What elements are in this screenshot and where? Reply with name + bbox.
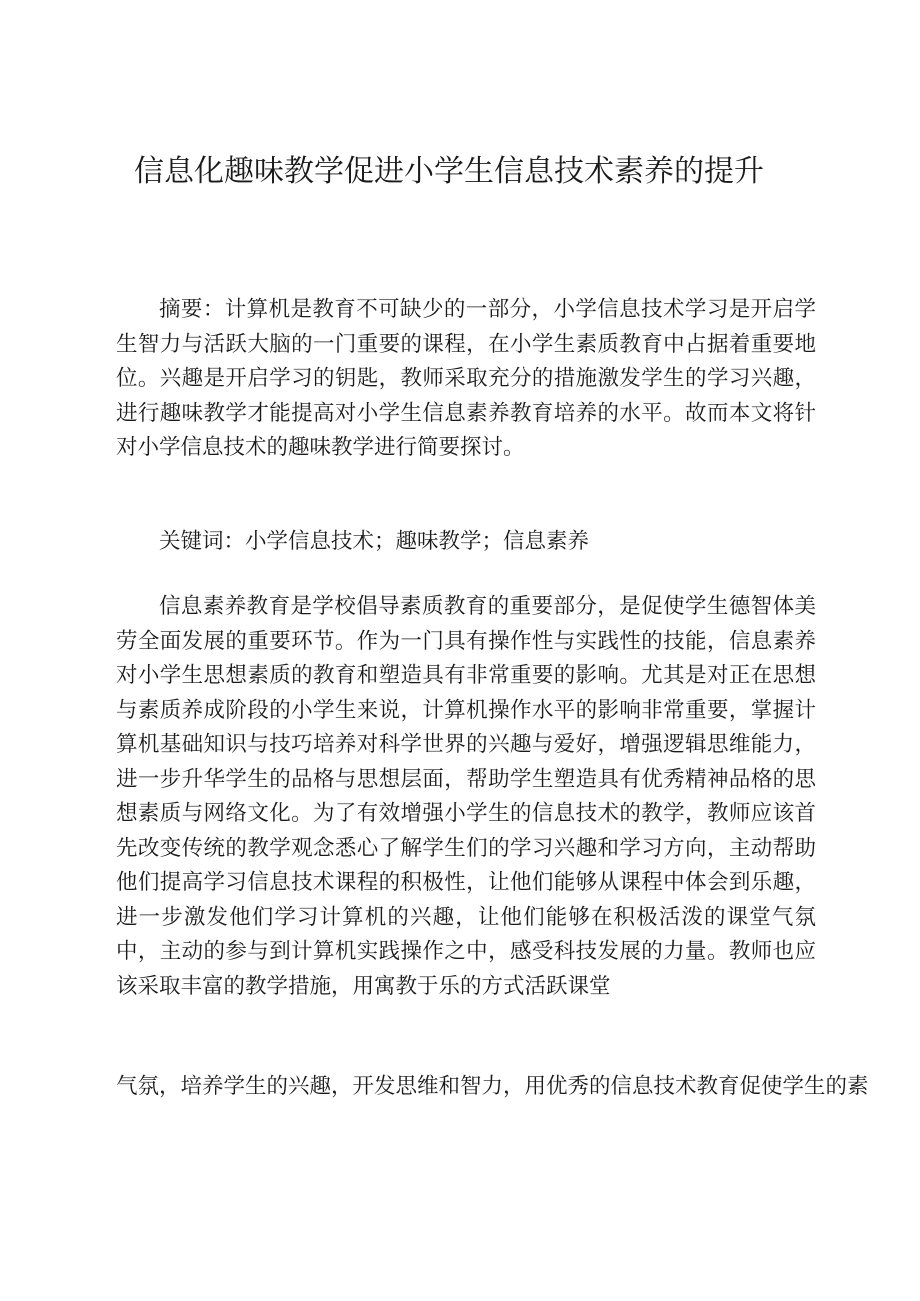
body-paragraph: 信息素养教育是学校倡导素质教育的重要部分，是促使学生德智体美劳全面发展的重要环节。作为一门具有操作性与实践性的技能，信息素养对小学生思想素质的教育和塑造具有非常重要的影响。尤其是对正在思想与素质养成阶段的小学生来说，计算机操作水平的影响非常重要，掌握计算机基础知识与技巧培养对科学世界的兴趣与爱好，增强逻辑思维能力，进一步升华学生的品格与思想层面，帮助学生塑造具有优秀精神品格的思想素质与网络文化。为了有效增强小学生的信息技术的教学，教师应该首先改变传统的教学观念悉心了解学生们的学习兴趣和学习方向，主动帮助他们提高学习信息技术课程的积极性，让他们能够从课程中体会到乐趣，进一步激发他们学习计算机的兴趣，让他们能够在积极活泼的课堂气氛中，主动的参与到计算机实践操作之中，感受科技发展的力量。教师也应该采取丰富的教学措施，用寓教于乐的方式活跃课堂 (116, 594, 816, 999)
keywords-paragraph: 关键词：小学信息技术；趣味教学；信息素养 (159, 529, 590, 554)
abstract-paragraph: 摘要：计算机是教育不可缺少的一部分，小学信息技术学习是开启学生智力与活跃大脑的一门重要的课程，在小学生素质教育中占据着重要地位。兴趣是开启学习的钥匙，教师采取充分的措施激发学生的学习兴趣，进行趣味教学才能提高对小学生信息素养教育培养的水平。故而本文将针对小学信息技术的趣味教学进行简要探讨。 (116, 297, 816, 460)
document-title: 信息化趣味教学促进小学生信息技术素养的提升 (134, 154, 764, 189)
body-paragraph-continued: 气氛，培养学生的兴趣，开发思维和智力，用优秀的信息技术教育促使学生的素 (116, 1074, 869, 1099)
